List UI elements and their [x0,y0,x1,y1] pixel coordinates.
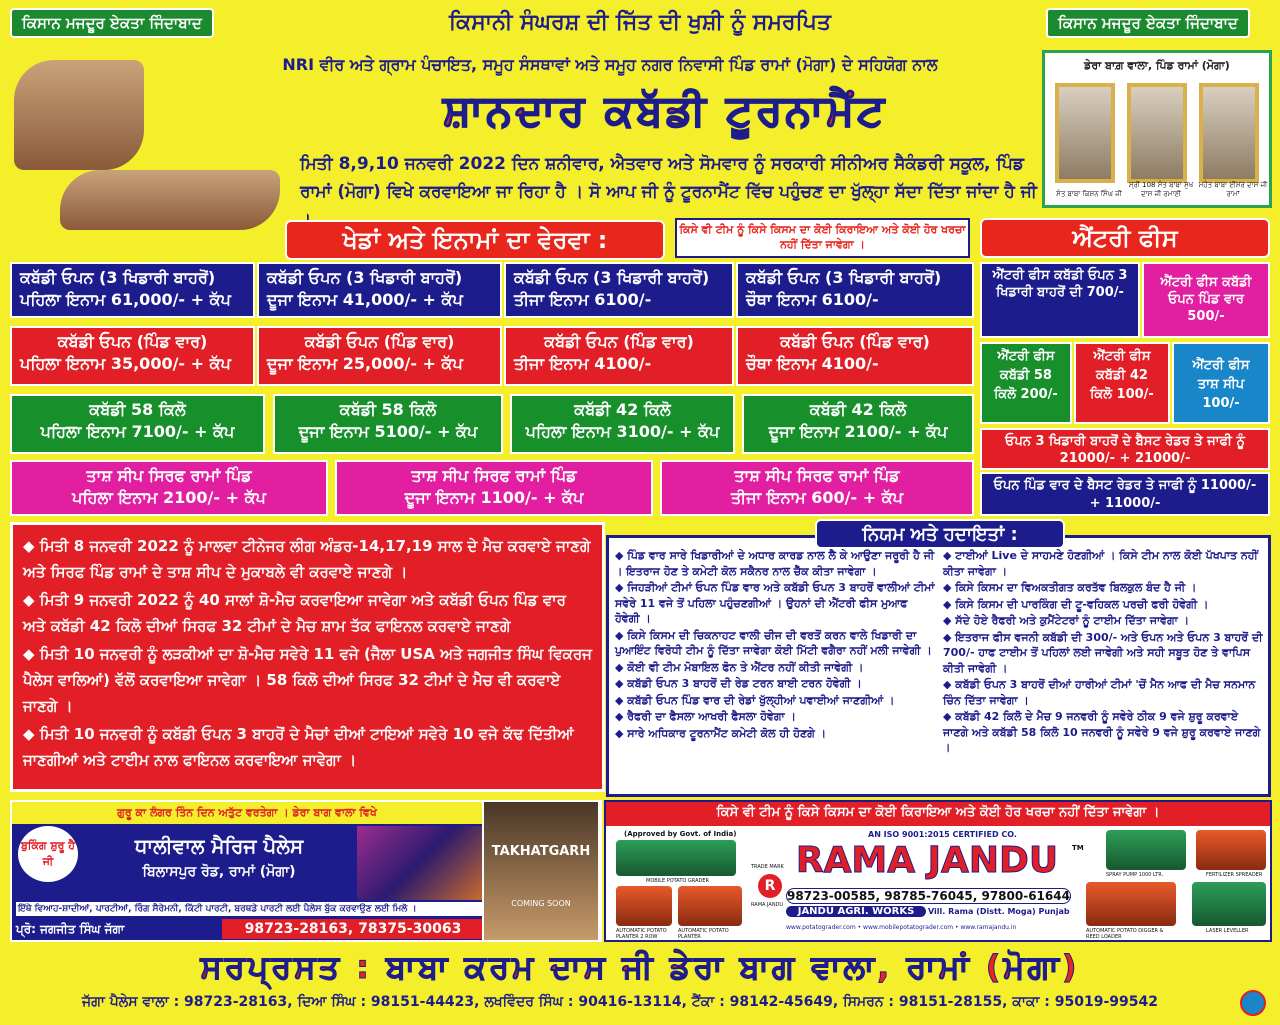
spray-pump-image [1106,830,1186,870]
palace-name: ਧਾਲੀਵਾਲ ਮੈਰਿਜ ਪੈਲੇਸ [134,834,304,858]
prize-amount: ਦੂਜਾ ਇਨਾਮ 5100/- + ਕੱਪ [298,422,478,441]
machine-label: SPRAY PUMP 1000 LTR. [1106,872,1164,878]
prize-open-3-2nd [257,262,502,318]
tournament-title: ਸ਼ਾਨਦਾਰ ਕਬੱਡੀ ਟੂਰਨਾਮੈਂਟ [443,86,887,135]
best-raider-open-village: ਓਪਨ ਪਿੰਡ ਵਾਰ ਦੇ ਬੈਸਟ ਰੇਡਰ ਤੇ ਜਾਫੀ ਨੂੰ 11000/- + 11000/- [980,472,1270,516]
prize-category: ਤਾਸ਼ ਸੀਪ ਸਿਰਫ ਰਾਮਾਂ ਪਿੰਡ [86,466,252,485]
saint-label-3: ਮਹੰਤ ਬਾਬਾ ਈਸ਼ਰ ਦਾਸ ਜੀ ਰਾਮਾਂ [1198,181,1268,198]
prize-category: ਕਬੱਡੀ ਓਪਨ (ਪਿੰਡ ਵਾਰ) [304,332,455,351]
prize-58kg-1st [10,394,265,454]
prize-open-3-4th [736,262,974,318]
entry-58kg: ਐਂਟਰੀ ਫੀਸ ਕਬੱਡੀ 58 ਕਿਲੋ 200/- [980,342,1072,424]
palace-address: ਬਿਲਾਸਪੁਰ ਰੋਡ, ਰਾਮਾਂ (ਮੋਗਾ) [142,864,296,880]
saints-photo-panel [1042,50,1272,208]
prize-category: ਕਬੱਡੀ ਓਪਨ (ਪਿੰਡ ਵਾਰ) [780,332,930,351]
langar-notice: ਗੁਰੂ ਕਾ ਲੰਗਰ ਤਿੰਨ ਦਿਨ ਅਤੁੱਟ ਵਰਤੇਗਾ । ਡੇਰਾ ਬਾਗ ਵਾਲਾ ਵਿਖੇ [12,802,482,824]
prize-open-3-3rd [504,262,734,318]
patron-line: ਸਰਪ੍ਰਸਤ : ਬਾਬਾ ਕਰਮ ਦਾਸ ਜੀ ਡੇਰਾ ਬਾਗ ਵਾਲਾ, ਰਾਮਾਂ (ਮੋਗਾ) [200,948,1080,986]
kabaddi-players-image-top [14,60,144,170]
prize-category: ਕਬੱਡੀ ਓਪਨ (3 ਖਿਡਾਰੀ ਬਾਹਰੋਂ) [514,268,710,287]
prize-amount: ਪਹਿਲਾ ਇਨਾਮ 7100/- + ਕੱਪ [40,422,235,441]
prize-amount: ਪਹਿਲਾ ਇਨਾਮ 2100/- + ਕੱਪ [72,488,266,507]
prize-taash-1st [10,460,328,516]
rama-jandu-ad [604,800,1272,942]
saint-label-2: ਸ੍ਰੀ 108 ਸੰਤ ਬਾਬਾ ਸੁਖ ਦਾਸ ਜੀ ਰਮਾਣੀ [1128,181,1194,198]
schedule-item: ◆ ਮਿਤੀ 8 ਜਨਵਰੀ 2022 ਨੂੰ ਮਾਲਵਾ ਟੀਨੇਜਰ ਲੀਗ ਅੰਡਰ-14,17,19 ਸਾਲ ਦੇ ਮੈਚ ਕਰਵਾਏ ਜਾਣਗੇ ਅਤੇ ਸਿਰਫ ਪਿੰਡ ਰਾਮਾਂ ਦੇ ਤਾਸ਼ ਸੀਪ ਦੇ ਮੁਕਾਬਲੇ ਵੀ ਕਰਵਾਏ ਜਾਣਗੇ । [23,537,591,581]
booking-badge: ਬੁਕਿੰਗ ਸ਼ੁਰੂ ਹੈ ਜੀ [18,826,78,882]
rule-item: ◆ ਕਬੱਡੀ 42 ਕਿਲੋ ਦੇ ਮੈਚ 9 ਜਨਵਰੀ ਨੂੰ ਸਵੇਰੇ ਠੀਕ 9 ਵਜੇ ਸ਼ੁਰੂ ਕਰਵਾਏ ਜਾਣਗੇ ਅਤੇ ਕਬੱਡੀ 58 ਕਿਲੋ 10 ਜਨਵਰੀ ਨੂੰ ਸਵੇਰੇ 9 ਵਜੇ ਸ਼ੁਰੂ ਕਰਵਾਏ ਜਾਣਗੇ । [943,710,1261,754]
iso-text: AN ISO 9001:2015 CERTIFIED CO. [868,830,1017,839]
prize-category: ਕਬੱਡੀ 42 ਕਿਲੋ [809,400,907,419]
rule-item: ◆ ਕਿਸੇ ਕਿਸਮ ਦੀ ਚਿਕਨਾਹਟ ਵਾਲੀ ਚੀਜ ਦੀ ਵਰਤੋਂ ਕਰਨ ਵਾਲੇ ਖਿਡਾਰੀ ਦਾ ਪੁਆਇੰਟ ਵਿਰੋਧੀ ਟੀਮ ਨੂੰ ਦਿੱਤਾ ਜਾਵੇਗਾ ਕੋਈ ਮਿੱਟੀ ਵਗੈਰਾ ਨਹੀਂ ਮਲੀ ਜਾਵੇਗੀ । [615,628,932,657]
palace-description: ਇੱਥੇ ਵਿਆਹ-ਸ਼ਾਦੀਆਂ, ਪਾਰਟੀਆਂ, ਰਿੰਗ ਸੈਰੇਮਨੀ, ਕਿੱਟੀ ਪਾਰਟੀ, ਬਰਥਡੇ ਪਾਰਟੀ ਲਈ ਪੈਲੇਸ ਬੁੱਕ ਕਰਵਾਉਣ ਲਈ ਮਿਲੋ । [16,902,482,916]
rule-item: ◆ ਸਾਰੇ ਅਧਿਕਾਰ ਟੂਰਨਾਮੈਂਟ ਕਮੇਟੀ ਕੋਲ ਹੀ ਹੋਣਗੇ । [615,726,827,740]
prize-amount: ਤੀਜਾ ਇਨਾਮ 4100/- [514,354,652,373]
prize-category: ਕਬੱਡੀ ਓਪਨ (ਪਿੰਡ ਵਾਰ) [544,332,694,351]
rule-item: ◆ ਕਿਸੇ ਕਿਸਮ ਦੀ ਪਾਰਕਿੰਗ ਦੀ ਟੂ-ਵਹਿਕਲ ਪਰਚੀ ਫਰੀ ਹੋਵੇਗੀ । [943,597,1209,611]
emblem-icon [1240,990,1266,1016]
planter-image [678,886,742,926]
prize-open-village-1st [10,326,255,386]
saint-portrait-2 [1127,83,1194,198]
entry-taash: ਐਂਟਰੀ ਫੀਸ ਤਾਸ਼ ਸੀਪ 100/- [1172,342,1270,424]
prize-category: ਕਬੱਡੀ ਓਪਨ (3 ਖਿਡਾਰੀ ਬਾਹਰੋਂ) [20,268,216,287]
trademark-logo: R [758,874,782,898]
rule-item: ◆ ਟਾਈਆਂ Live ਦੇ ਸਾਹਮਣੇ ਹੋਣਗੀਆਂ । ਕਿਸੇ ਟੀਮ ਨਾਲ ਕੋਈ ਪੱਖਪਾਤ ਨਹੀਂ ਕੀਤਾ ਜਾਵੇਗਾ । [943,549,1258,578]
schedule-item: ◆ ਮਿਤੀ 10 ਜਨਵਰੀ ਨੂੰ ਲੜਕੀਆਂ ਦਾ ਸ਼ੋ-ਮੈਚ ਸਵੇਰੇ 11 ਵਜੇ (ਜੈਲਾ USA ਅਤੇ ਜਗਜੀਤ ਸਿੰਘ ਵਿਕਰਜ ਪੈਲੇਸ ਵਾਲਿਆਂ) ਵੱਲੋਂ ਕਰਵਾਇਆ ਜਾਵੇਗਾ । 58 ਕਿਲੋ ਦੀਆਂ ਸਿਰਫ 32 ਟੀਮਾਂ ਦੇ ਮੈਚ ਵੀ ਕਰਵਾਏ ਜਾਣਗੇ । [23,645,592,715]
schedule-item: ◆ ਮਿਤੀ 9 ਜਨਵਰੀ 2022 ਨੂੰ 40 ਸਾਲਾਂ ਸ਼ੋ-ਮੈਚ ਕਰਵਾਇਆ ਜਾਵੇਗਾ ਅਤੇ ਕਬੱਡੀ ਓਪਨ ਪਿੰਡ ਵਾਰ ਅਤੇ ਕਬੱਡੀ 42 ਕਿਲੋ ਦੀਆਂ ਸਿਰਫ 32 ਟੀਮਾਂ ਦੇ ਮੈਚ ਸ਼ਾਮ ਤੱਕ ਫਾਇਨਲ ਕਰਵਾਏ ਜਾਣਗੇ [23,591,566,635]
prize-amount: ਦੂਜਾ ਇਨਾਮ 41,000/- + ਕੱਪ [267,290,463,309]
poster-subtitle: COMING SOON [511,899,571,908]
brand-tm: TM [1072,844,1084,852]
potato-digger-image [1086,882,1176,926]
rule-item: ◆ ਪਿੰਡ ਵਾਰ ਸਾਰੇ ਖਿਡਾਰੀਆਂ ਦੇ ਅਧਾਰ ਕਾਰਡ ਨਾਲ ਲੈ ਕੇ ਆਉਣਾ ਜਰੂਰੀ ਹੈ ਜੀ । ਇਤਰਾਜ ਹੋਣ ਤੇ ਕਮੇਟੀ ਕੋਲ ਸਕੈਨਰ ਨਾਲ ਚੈੱਕ ਕੀਤਾ ਜਾਵੇਗਾ । [615,549,935,578]
prize-amount: ਤੀਜਾ ਇਨਾਮ 6100/- [514,290,652,309]
rules-left-column [615,548,935,742]
rule-item: ◆ ਕਬੱਡੀ ਓਪਨ 3 ਬਾਹਰੋਂ ਦੀ ਰੇਡ ਟਰਨ ਬਾਈ ਟਰਨ ਹੋਵੇਗੀ । [615,677,862,690]
entry-42kg: ਐਂਟਰੀ ਫੀਸ ਕਬੱਡੀ 42 ਕਿਲੋ 100/- [1074,342,1170,424]
entry-open-village: ਐਂਟਰੀ ਫੀਸ ਕਬੱਡੀ ਓਪਨ ਪਿੰਡ ਵਾਰ 500/- [1142,262,1270,338]
palace-photos [357,826,482,900]
palace-phones: 98723-28163, 78375-30063 [222,919,484,939]
contact-numbers: ਜੱਗਾ ਪੈਲੇਸ ਵਾਲਾ : 98723-28163, ਦਿਆ ਸਿੰਘ : 98151-44423, ਲਖਵਿੰਦਰ ਸਿੰਘ : 90416-13114, ਟੈਂਕਾ : 98142-45649, ਸਿਮਰਨ : 98151-28155, ਕਾਕਾ : 95019-99542 [82,994,1158,1010]
prize-open-village-3rd [504,326,734,386]
kabaddi-players-image-bottom [60,170,280,230]
best-raider-open-3: ਓਪਨ 3 ਖਿਡਾਰੀ ਬਾਹਰੋਂ ਦੇ ਬੈਸਟ ਰੇਡਰ ਤੇ ਜਾਫੀ ਨੂੰ 21000/- + 21000/- [980,428,1270,470]
machine-label: MOBILE POTATO GRADER [646,878,709,884]
prize-category: ਕਬੱਡੀ 58 ਕਿਲੋ [339,400,437,419]
schedule-list [10,522,605,792]
rule-item: ◆ ਸੱਦੇ ਹੋਏ ਰੈਫਰੀ ਅਤੇ ਕੁਮੈਂਟੇਟਰਾਂ ਨੂੰ ਟਾਈਮ ਦਿੱਤਾ ਜਾਵੇਗਾ । [943,614,1190,627]
rule-item: ◆ ਰੈਫਰੀ ਦਾ ਫੈਸਲਾ ਆਖਰੀ ਫੈਸਲਾ ਹੋਵੇਗਾ । [615,710,796,723]
palace-proprietor: ਪ੍ਰੋ: ਜਗਜੀਤ ਸਿੰਘ ਜੱਗਾ [16,922,125,936]
rule-item: ◆ ਕੋਈ ਵੀ ਟੀਮ ਮੋਬਾਇਲ ਫੋਨ ਤੇ ਐਂਟਰ ਨਹੀਂ ਕੀਤੀ ਜਾਵੇਗੀ । [615,660,864,674]
prize-amount: ਦੂਜਾ ਇਨਾਮ 25,000/- + ਕੱਪ [267,354,463,373]
machine-label: AUTOMATIC POTATO PLANTER [678,928,729,940]
machine-label: FERTILIZER SPREADER [1206,872,1263,878]
trademark-text: TRADE MARK [751,864,784,870]
prize-category: ਕਬੱਡੀ ਓਪਨ (3 ਖਿਡਾਰੀ ਬਾਹਰੋਂ) [746,268,942,287]
prize-category: ਕਬੱਡੀ 42 ਕਿਲੋ [574,400,671,419]
ad-websites: www.potatograder.com • www.mobilepotatograder.com • www.ramajandu.in [786,924,1017,931]
prize-amount: ਪਹਿਲਾ ਇਨਾਮ 3100/- + ਕੱਪ [525,422,720,441]
approved-text: (Approved by Govt. of India) [624,830,737,838]
slogan-tag-left: ਕਿਸਾਨ ਮਜਦੂਰ ਏਕਤਾ ਜਿੰਦਾਬਾਦ [10,8,214,38]
rules-right-column [943,548,1263,757]
prize-open-3-1st [10,262,255,318]
no-expense-banner: ਕਿਸੇ ਵੀ ਟੀਮ ਨੂੰ ਕਿਸੇ ਕਿਸਮ ਦਾ ਕੋਈ ਕਿਰਾਇਆ ਅਤੇ ਕੋਈ ਹੋਰ ਖਰਚਾ ਨਹੀਂ ਦਿੱਤਾ ਜਾਵੇਗਾ । [606,802,1270,826]
poster-title: TAKHATGARH [491,844,591,859]
sponsors-line: NRI ਵੀਰ ਅਤੇ ਗ੍ਰਾਮ ਪੰਚਾਇਤ, ਸਮੂਹ ਸੰਸਥਾਵਾਂ ਅਤੇ ਸਮੂਹ ਨਗਰ ਨਿਵਾਸੀ ਪਿੰਡ ਰਾਮਾਂ (ਮੋਗਾ) ਦੇ ਸਹਿਯੋਗ ਨਾਲ [282,55,938,74]
machine-label: LASER LEVELLER [1206,928,1249,934]
rules-panel [606,535,1271,797]
movie-poster [482,800,600,942]
prize-open-village-2nd [257,326,502,386]
works-location: Vill. Rama (Distt. Moga) Punjab [928,907,1070,916]
machine-label: AUTOMATIC POTATO PLANTER 2 ROW [616,928,667,940]
entry-open-3: ਐਂਟਰੀ ਫੀਸ ਕਬੱਡੀ ਓਪਨ 3 ਖਿਡਾਰੀ ਬਾਹਰੋਂ ਦੀ 700/- [980,262,1140,338]
prize-42kg-1st [510,394,735,454]
prize-taash-2nd [335,460,653,516]
laser-leveller-image [1192,882,1266,926]
brand-name: RAMA JANDU [795,840,1059,881]
prize-taash-3rd [660,460,974,516]
trademark-label: RAMA JANDU [751,902,784,908]
rules-heading: ਨਿਯਮ ਅਤੇ ਹਦਾਇਤਾਂ : [815,519,1065,549]
potato-grader-image [616,840,736,876]
prize-amount: ਦੂਜਾ ਇਨਾਮ 1100/- + ਕੱਪ [404,488,584,507]
prize-amount: ਪਹਿਲਾ ਇਨਾਮ 35,000/- + ਕੱਪ [20,354,231,373]
machine-label: AUTOMATIC POTATO DIGGER & REED LOADER [1086,928,1164,940]
event-intro: ਮਿਤੀ 8,9,10 ਜਨਵਰੀ 2022 ਦਿਨ ਸ਼ਨੀਵਾਰ, ਐਤਵਾਰ ਅਤੇ ਸੋਮਵਾਰ ਨੂੰ ਸਰਕਾਰੀ ਸੀਨੀਅਰ ਸੈਕੰਡਰੀ ਸਕੂਲ, ਪਿੰਡ ਰਾਮਾਂ (ਮੋਗਾ) ਵਿਖੇ ਕਰਵਾਇਆ ਜਾ ਰਿਹਾ ਹੈ । ਸੋ ਆਪ ਜੀ ਨੂੰ ਟੂਰਨਾਮੈਂਟ ਵਿੱਚ ਪਹੁੰਚਣ ਦਾ ਖੁੱਲ੍ਹਾ ਸੱਦਾ ਦਿੱਤਾ ਜਾਂਦਾ ਹੈ ਜੀ [300,154,1037,202]
prize-amount: ਤੀਜਾ ਇਨਾਮ 600/- + ਕੱਪ [731,488,903,507]
prize-amount: ਪਹਿਲਾ ਇਨਾਮ 61,000/- + ਕੱਪ [20,290,231,309]
planter-2row-image [616,886,672,926]
rule-item: ◆ ਜਿਹੜੀਆਂ ਟੀਮਾਂ ਓਪਨ ਪਿੰਡ ਵਾਰ ਅਤੇ ਕਬੱਡੀ ਓਪਨ 3 ਬਾਹਰੋਂ ਵਾਲੀਆਂ ਟੀਮਾਂ ਸਵੇਰੇ 11 ਵਜੇ ਤੋਂ ਪਹਿਲਾ ਪਹੁੰਚਣਗੀਆਂ । ਉਹਨਾਂ ਦੀ ਐਂਟਰੀ ਫੀਸ ਮੁਆਫ ਹੋਵੇਗੀ । [615,581,935,625]
saints-caption: ਡੇਰਾ ਬਾਗ਼ ਵਾਲਾ, ਪਿੰਡ ਰਾਮਾਂ (ਮੋਗਾ) [1084,59,1230,72]
rule-item: ◆ ਇਤਰਾਜ ਫੀਸ ਵਜਨੀ ਕਬੱਡੀ ਦੀ 300/- ਅਤੇ ਓਪਨ ਅਤੇ ਓਪਨ 3 ਬਾਹਰੋਂ ਦੀ 700/- ਹਾਫ ਟਾਈਮ ਤੋਂ ਪਹਿਲਾਂ ਲਈ ਜਾਵੇਗੀ ਅਤੇ ਸਹੀ ਸਬੂਤ ਹੋਣ ਤੇ ਵਾਪਿਸ ਕੀਤੀ ਜਾਵੇਗੀ । [943,630,1263,675]
no-expense-note: ਕਿਸੇ ਵੀ ਟੀਮ ਨੂੰ ਕਿਸੇ ਕਿਸਮ ਦਾ ਕੋਈ ਕਿਰਾਇਆ ਅਤੇ ਕੋਈ ਹੋਰ ਖਰਚਾ ਨਹੀਂ ਦਿੱਤਾ ਜਾਵੇਗਾ । [675,218,970,258]
saint-portrait-3 [1198,83,1268,198]
prize-amount: ਦੂਜਾ ਇਨਾਮ 2100/- + ਕੱਪ [768,422,948,441]
rule-item: ◆ ਕਬੱਡੀ ਓਪਨ 3 ਬਾਹਰੋਂ ਦੀਆਂ ਹਾਰੀਆਂ ਟੀਮਾਂ 'ਚੋਂ ਮੈਨ ਆਫ ਦੀ ਮੈਚ ਸਨਮਾਨ ਚਿੰਨ ਦਿੱਤਾ ਜਾਵੇਗਾ । [943,678,1256,707]
prize-category: ਤਾਸ਼ ਸੀਪ ਸਿਰਫ ਰਾਮਾਂ ਪਿੰਡ [411,466,577,485]
rule-item: ◆ ਕਬੱਡੀ ਓਪਨ ਪਿੰਡ ਵਾਰ ਦੀ ਰੇਡਾਂ ਖੁੱਲ੍ਹੀਆਂ ਪਵਾਈਆਂ ਜਾਣਗੀਆਂ । [615,693,895,707]
prize-amount: ਚੌਥਾ ਇਨਾਮ 6100/- [746,290,879,309]
prize-category: ਕਬੱਡੀ ਓਪਨ (3 ਖਿਡਾਰੀ ਬਾਹਰੋਂ) [267,268,463,287]
prize-category: ਕਬੱਡੀ ਓਪਨ (ਪਿੰਡ ਵਾਰ) [57,332,208,351]
slogan-tag-right: ਕਿਸਾਨ ਮਜਦੂਰ ਏਕਤਾ ਜਿੰਦਾਬਾਦ [1046,8,1250,38]
saint-portrait-1 [1055,83,1122,198]
works-name: JANDU AGRI. WORKS [786,906,926,917]
saint-label-1: ਸੰਤ ਬਾਬਾ ਕਿਸ਼ਨ ਸਿੰਘ ਜੀ [1056,190,1122,198]
prize-amount: ਚੌਥਾ ਇਨਾਮ 4100/- [746,354,879,373]
schedule-item: ◆ ਮਿਤੀ 10 ਜਨਵਰੀ ਨੂੰ ਕਬੱਡੀ ਓਪਨ 3 ਬਾਹਰੋਂ ਦੇ ਮੈਚਾਂ ਦੀਆਂ ਟਾਇਆਂ ਸਵੇਰੇ 10 ਵਜੇ ਕੱਢ ਦਿੱਤੀਆਂ ਜਾਣਗੀਆਂ ਅਤੇ ਟਾਈਮ ਨਾਲ ਫਾਇਨਲ ਕਰਵਾਇਆ ਜਾਵੇਗਾ । [23,725,574,769]
entry-fee-heading: ਐਂਟਰੀ ਫੀਸ [980,218,1270,258]
prize-42kg-2nd [742,394,974,454]
rule-item: ◆ ਕਿਸੇ ਕਿਸਮ ਦਾ ਵਿਅਕਤੀਗਤ ਕਰਤੱਵ ਬਿਲਕੁਲ ਬੰਦ ਹੈ ਜੀ । [943,581,1197,594]
prize-category: ਤਾਸ਼ ਸੀਪ ਸਿਰਫ ਰਾਮਾਂ ਪਿੰਡ [734,466,900,485]
prize-open-village-4th [736,326,974,386]
fertilizer-spreader-image [1196,830,1266,870]
prizes-heading: ਖੇਡਾਂ ਅਤੇ ਇਨਾਮਾਂ ਦਾ ਵੇਰਵਾ : [285,220,665,260]
prize-category: ਕਬੱਡੀ 58 ਕਿਲੋ [89,400,186,419]
prize-58kg-2nd [273,394,503,454]
dedication-line: ਕਿਸਾਨੀ ਸੰਘਰਸ਼ ਦੀ ਜਿੱਤ ਦੀ ਖੁਸ਼ੀ ਨੂੰ ਸਮਰਪਿਤ [449,10,831,35]
ad-phones: 98723-00585, 98785-76045, 97800-61644 [787,889,1070,903]
